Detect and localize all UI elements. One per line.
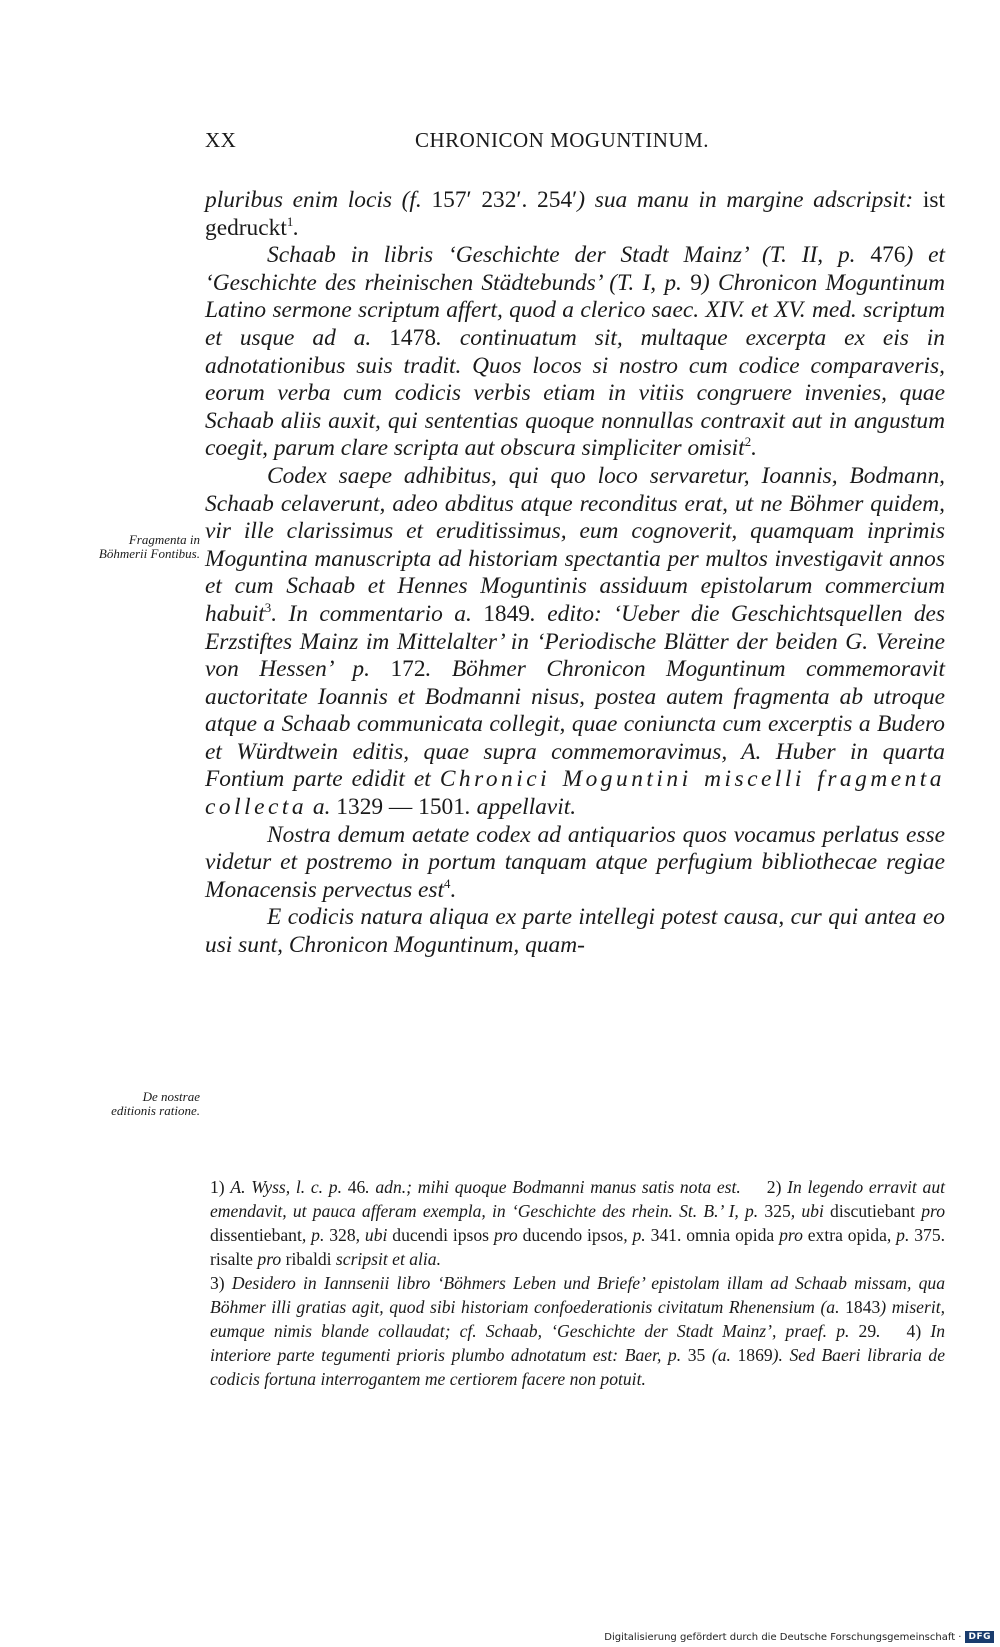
text-run: , p. xyxy=(886,1225,915,1245)
footnote-1 xyxy=(210,1177,741,1197)
footnote-marker: 4) xyxy=(906,1321,931,1341)
text-run: . adn.; mihi quoque Bodmanni manus satis nota est. xyxy=(365,1177,741,1197)
text-run: pro xyxy=(489,1225,523,1245)
text-run: 325 xyxy=(764,1201,791,1221)
body-text xyxy=(205,187,945,960)
footnote-ref: 4 xyxy=(444,877,451,892)
text-run: 1869 xyxy=(737,1345,773,1365)
paragraph-3 xyxy=(205,463,945,822)
text-run: , ubi xyxy=(355,1225,393,1245)
footnote-3 xyxy=(210,1273,945,1341)
text-run: ) Chronicon Moguntinum Latino sermone scriptum affert, quod a clerico saec. XIV. et XV. med. scriptum et usque ad a. xyxy=(205,269,945,351)
text-run: In interiore parte tegumenti prioris plumbo adnotatum est: Baer, p. xyxy=(210,1321,945,1365)
text-run: ). Sed Baeri libraria de codicis fortuna interrogantem me certiorem facere non potuit. xyxy=(210,1345,946,1389)
text-run: 46 xyxy=(347,1177,366,1197)
running-head xyxy=(205,128,945,158)
text-run: 476 xyxy=(870,242,906,269)
paragraph-2 xyxy=(205,242,945,463)
text-run: dissentiebant xyxy=(210,1225,302,1245)
text-run: ) miserit, eumque nimis blande collaudat; cf. Schaab, ‘Geschichte der Stadt Mainz’, praef. p. xyxy=(210,1297,945,1341)
footnote-marker: 1) xyxy=(210,1177,231,1197)
text-run: Desidero in Iannsenii libro ‘Böhmers Leben und Briefe’ epistolam illam ad Schaab missam, qua Böhmer illi gratias agit, quod sibi historiam confoederationis civitatum Rhenensium (a. xyxy=(210,1273,945,1317)
text-run: . edito: ‘Ueber die Geschichtsquellen des Erzstiftes Mainz im Mittelalter’ in ‘Periodische Blätter der beiden G. Vereine von Hessen’ p. xyxy=(205,600,945,683)
text-run: 35 xyxy=(687,1345,706,1365)
spaced-title: Chronici Moguntini miscelli fragmenta collecta xyxy=(205,766,945,821)
text-run: omnia opida xyxy=(686,1225,775,1245)
text-run: , p. xyxy=(301,1225,330,1245)
digitization-credit xyxy=(604,1631,994,1643)
dfg-logo: DFG xyxy=(965,1631,994,1643)
text-run: E codicis natura aliqua ex parte intellegi potest causa, cur qui antea eo usi sunt, Chronicon Moguntinum, quam- xyxy=(205,904,945,959)
paragraph-5 xyxy=(205,904,945,959)
footnotes xyxy=(210,1175,945,1391)
running-title: CHRONICON MOGUNTINUM. xyxy=(415,128,709,152)
credit-text: Digitalisierung gefördert durch die Deutsche Forschungsgemeinschaft · xyxy=(604,1631,962,1643)
text-run: 9 xyxy=(690,269,702,296)
text-run: , ubi xyxy=(790,1201,831,1221)
text-run: ducendo ipsos xyxy=(522,1225,624,1245)
text-run: . continuatum sit, multaque excerpta ex eis in adnotationibus suis tradit. Quos locos si nostro cum codice comparaveris, eorum verba cum codicis verbis etiam in vitiis congruere invenies, quae Schaab aliis auxit, qui sententias quoque nonnullas contraxit aut in angustum coegit, parum clare scripta aut obscura simpliciter omisit xyxy=(205,324,945,462)
margin-note-editionis: De nostrae editionis ratione. xyxy=(111,1089,200,1118)
text-run: extra opida xyxy=(807,1225,887,1245)
text-run: In legendo erravit aut emendavit, ut pauca afferam exempla, in ‘Geschichte des rhein. St. B.’ I, p. xyxy=(210,1177,946,1221)
page-number: XX xyxy=(205,128,237,152)
text-run: 1849 xyxy=(483,600,530,627)
footnote-ref: 3 xyxy=(264,601,272,616)
text-run: . xyxy=(751,435,757,462)
text-run: 172 xyxy=(390,656,426,683)
text-run: ist gedruckt xyxy=(205,187,945,241)
text-run: . xyxy=(676,1225,687,1245)
text-run: 29 xyxy=(858,1321,877,1341)
footnote-ref: 1 xyxy=(286,214,294,229)
text-run: ducendi ipsos xyxy=(392,1225,490,1245)
footnote-ref: 2 xyxy=(744,435,752,450)
paragraph-4 xyxy=(205,822,945,905)
text-run: ribaldi xyxy=(285,1249,332,1269)
text-run: , p. xyxy=(623,1225,651,1245)
text-run: pro xyxy=(253,1249,286,1269)
paragraph-1 xyxy=(205,187,945,242)
text-run: . In commentario a. xyxy=(271,600,484,627)
text-run: 1478 xyxy=(389,324,437,351)
text-run: . xyxy=(876,1321,881,1341)
text-run: 375 xyxy=(914,1225,941,1245)
text-run: . xyxy=(450,876,457,903)
text-run: pluribus enim locis (f. xyxy=(205,187,432,213)
text-run: Codex saepe adhibitus, qui quo loco servaretur, Ioannis, Bodmann, Schaab celaverunt, adeo abditus atque reconditus erat, ut ne Böhmer quidem, vir ille clarissimus et eruditissimus, eum cognoverit, quamquam inprimis Moguntina manuscripta ad historiam spectantia per multos investigavit annos et cum Schaab et Hennes Moguntinis assiduum epistolarum commercium habuit xyxy=(205,462,945,627)
text-run: scripsit et alia. xyxy=(331,1249,442,1269)
text-run: (a. xyxy=(705,1345,738,1365)
text-run: 1843 xyxy=(845,1297,881,1317)
text-run: ) et ‘Geschichte des rheinischen Städtebunds’ (T. I, p. xyxy=(205,242,945,296)
footnote-marker: 3) xyxy=(210,1273,232,1293)
text-run: ) sua manu in margine adscripsit: xyxy=(577,187,923,213)
text-run: 341 xyxy=(650,1225,677,1245)
text-run: 328 xyxy=(329,1225,356,1245)
text-run: . xyxy=(940,1225,946,1245)
text-run: discutiebant xyxy=(830,1201,916,1221)
text-run: 1329 — 1501 xyxy=(336,794,465,821)
text-run: pro xyxy=(774,1225,808,1245)
text-run: a. xyxy=(307,794,337,821)
text-run: . appellavit. xyxy=(464,794,577,821)
text-run: Nostra demum aetate codex ad antiquarios quos vocamus perlatus esse videtur et postremo in portum tanquam atque perfugium bibliothecae regiae Monacensis pervectus est xyxy=(205,821,945,903)
text-run: risalte xyxy=(210,1249,253,1269)
text-run: 157′ 232′. 254′ xyxy=(431,187,578,213)
text-run: . xyxy=(293,214,300,241)
text-run: A. Wyss, l. c. p. xyxy=(230,1177,348,1197)
text-run: Schaab in libris ‘Geschichte der Stadt Mainz’ (T. II, p. xyxy=(267,242,871,269)
text-run: pro xyxy=(915,1201,945,1221)
margin-note-fragmenta: Fragmenta in Böhmerii Fontibus. xyxy=(98,532,200,561)
footnote-marker: 2) xyxy=(766,1177,788,1197)
text-run: . Böhmer Chronicon Moguntinum commemoravit auctoritate Ioannis et Bodmanni nisus, postea autem fragmenta ab utroque atque a Schaab communicata collegit, quae coniuncta cum excerptis a Budero et Würdtwein editis, quae supra commemoravimus, A. Huber in quarta Fontium parte edidit et xyxy=(205,656,945,793)
